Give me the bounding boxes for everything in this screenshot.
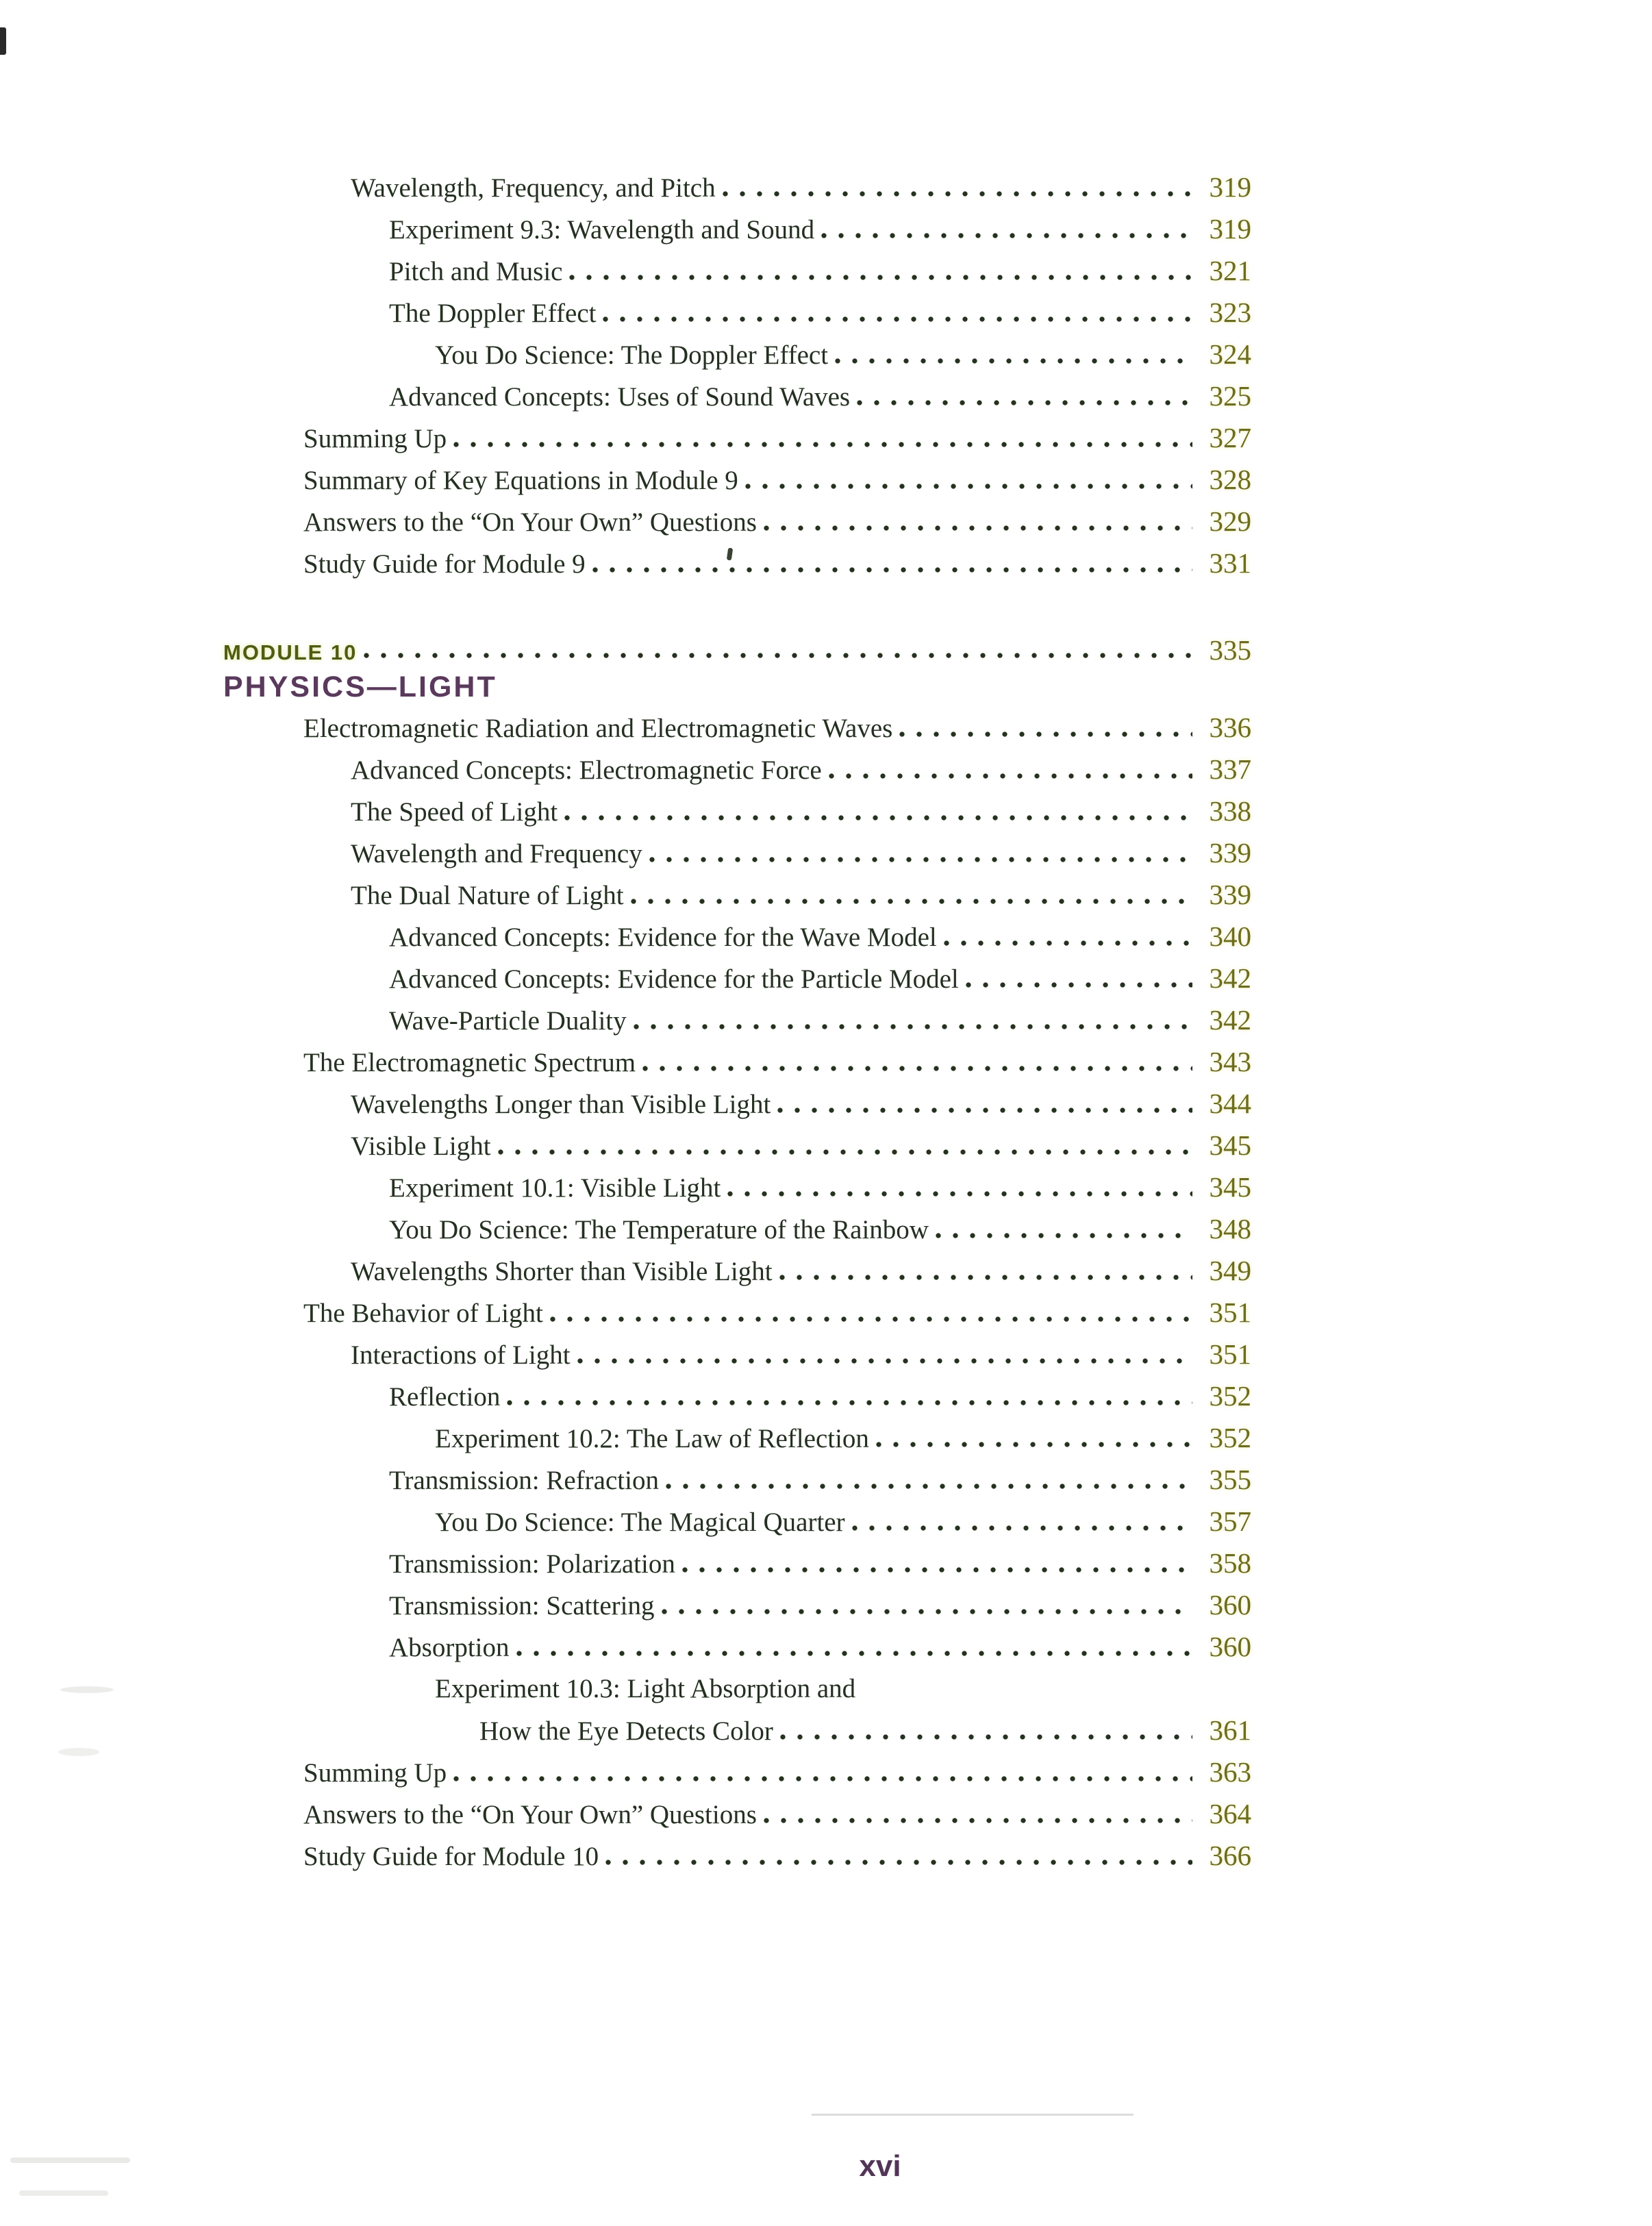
- dot-leader: [634, 1024, 1192, 1029]
- toc-entry: [223, 790, 1251, 832]
- toc-entry-page-number: 351: [1209, 1338, 1251, 1370]
- dot-leader: [577, 1358, 1192, 1364]
- dot-leader: [364, 653, 1192, 658]
- dot-leader: [605, 1860, 1192, 1865]
- dot-leader: [944, 940, 1192, 946]
- toc-entry-label: Transmission: Polarization: [389, 1549, 675, 1579]
- scan-artifact-line: [812, 2114, 1134, 2116]
- module10-subheading: PHYSICS—LIGHT: [223, 671, 497, 703]
- toc-entry: [223, 1166, 1251, 1208]
- dot-leader: [779, 1275, 1192, 1280]
- toc-entry-page-number: 358: [1209, 1547, 1251, 1579]
- toc-entry-page-number: 342: [1209, 962, 1251, 994]
- toc-entry-label: Wave-Particle Duality: [389, 1006, 627, 1036]
- toc-entry-label: Wavelength and Frequency: [351, 839, 642, 868]
- toc-entry: [223, 459, 1251, 501]
- toc-entry-label: The Speed of Light: [351, 797, 558, 827]
- toc-entry-label: Experiment 9.3: Wavelength and Sound: [389, 215, 815, 245]
- scan-artifact-smudge: [10, 2158, 130, 2163]
- toc-entry-page-number: 351: [1209, 1297, 1251, 1328]
- toc-entry-page-number: 331: [1209, 547, 1251, 579]
- toc-entry: [223, 874, 1251, 916]
- toc-entry-page-number: 355: [1209, 1464, 1251, 1495]
- toc-entry: [223, 208, 1251, 250]
- toc-entry: [223, 1417, 1251, 1459]
- dot-leader: [857, 400, 1192, 405]
- toc-entry: [223, 1334, 1251, 1375]
- dot-leader: [764, 525, 1192, 531]
- toc-entry-page-number: 345: [1209, 1171, 1251, 1203]
- dot-leader: [564, 815, 1192, 821]
- module10-heading-page-number: 335: [1209, 634, 1251, 666]
- toc-entry-page-number: 328: [1209, 464, 1251, 495]
- dot-leader: [603, 316, 1192, 322]
- toc-entry-label: Advanced Concepts: Evidence for the Particle Model: [389, 964, 959, 994]
- toc-entry-page-number: 360: [1209, 1631, 1251, 1662]
- toc-entry: [223, 1751, 1251, 1793]
- toc-entry-page-number: 324: [1209, 338, 1251, 370]
- toc-entry: [223, 375, 1251, 417]
- toc-entry-label: The Behavior of Light: [303, 1299, 543, 1328]
- toc-entry-label: Reflection: [389, 1382, 501, 1412]
- toc-entry: [223, 1835, 1251, 1877]
- dot-leader: [829, 773, 1192, 779]
- module10-heading: MODULE 10: [223, 640, 358, 664]
- toc-entry: [223, 1501, 1251, 1542]
- module9-entries: [223, 166, 1251, 584]
- dot-leader: [876, 1442, 1192, 1447]
- toc-entry-page-number: 366: [1209, 1840, 1251, 1871]
- toc-entry-page-number: 352: [1209, 1422, 1251, 1453]
- toc-entry-label: Transmission: Scattering: [389, 1591, 655, 1621]
- toc-entry: [223, 417, 1251, 459]
- toc-entry-page-number: 337: [1209, 753, 1251, 785]
- dot-leader: [764, 1818, 1192, 1823]
- dot-leader: [936, 1233, 1192, 1238]
- toc-entry: [223, 1375, 1251, 1417]
- toc-entry-page-number: 321: [1209, 255, 1251, 286]
- page-number-footer: xvi: [859, 2149, 901, 2183]
- dot-leader: [780, 1734, 1192, 1740]
- toc-entry-page-number: 319: [1209, 213, 1251, 245]
- toc-entry-label: Study Guide for Module 9: [303, 549, 586, 579]
- toc-entry-label: The Doppler Effect: [389, 299, 597, 328]
- dot-leader: [666, 1484, 1192, 1489]
- toc-entry-page-number: 363: [1209, 1756, 1251, 1788]
- toc-entry-page-number: 352: [1209, 1380, 1251, 1412]
- toc-entry-label: Wavelength, Frequency, and Pitch: [351, 173, 716, 203]
- dot-leader: [852, 1525, 1192, 1531]
- toc-entry-label: Summary of Key Equations in Module 9: [303, 466, 738, 495]
- toc-entry: [223, 1584, 1251, 1626]
- dot-leader: [642, 1066, 1192, 1071]
- toc-entry-page-number: 323: [1209, 297, 1251, 328]
- toc-entry: [223, 1542, 1251, 1584]
- table-of-contents: [223, 166, 1251, 1877]
- toc-entry-label: Advanced Concepts: Uses of Sound Waves: [389, 382, 851, 412]
- dot-leader: [682, 1567, 1192, 1573]
- toc-entry: [223, 832, 1251, 874]
- toc-entry-page-number: 345: [1209, 1129, 1251, 1161]
- toc-entry-page-number: 329: [1209, 505, 1251, 537]
- toc-entry-page-number: 349: [1209, 1255, 1251, 1286]
- dot-leader: [507, 1400, 1192, 1405]
- toc-entry-page-number: 357: [1209, 1505, 1251, 1537]
- dot-leader: [649, 857, 1192, 862]
- toc-entry: [223, 166, 1251, 208]
- toc-entry: [223, 707, 1251, 749]
- toc-entry: [223, 999, 1251, 1041]
- toc-entry-label: Answers to the “On Your Own” Questions: [303, 508, 757, 537]
- toc-entry-label: How the Eye Detects Color: [479, 1716, 773, 1746]
- toc-entry-label: Summing Up: [303, 424, 447, 453]
- dot-leader: [727, 1191, 1192, 1197]
- toc-entry-label: Transmission: Refraction: [389, 1466, 659, 1495]
- dot-leader: [835, 358, 1192, 364]
- toc-entry-label: Experiment 10.1: Visible Light: [389, 1173, 721, 1203]
- toc-entry-label: Advanced Concepts: Electromagnetic Force: [351, 755, 822, 785]
- toc-entry: [223, 1668, 1251, 1710]
- dot-leader: [631, 899, 1192, 904]
- toc-entry-label: You Do Science: The Doppler Effect: [435, 340, 829, 370]
- toc-entry-page-number: 342: [1209, 1004, 1251, 1036]
- dot-leader: [550, 1316, 1192, 1322]
- toc-entry-page-number: 340: [1209, 921, 1251, 952]
- toc-entry: [223, 542, 1251, 584]
- toc-entry-page-number: 364: [1209, 1798, 1251, 1829]
- toc-entry: [223, 749, 1251, 790]
- toc-entry-label: The Dual Nature of Light: [351, 881, 624, 910]
- dot-leader: [821, 233, 1192, 238]
- toc-entry: [223, 1083, 1251, 1125]
- toc-entry: [223, 958, 1251, 999]
- dot-leader: [723, 191, 1192, 197]
- dot-leader: [745, 484, 1192, 489]
- toc-entry: [223, 916, 1251, 958]
- toc-entry-label: Experiment 10.3: Light Absorption and: [435, 1674, 856, 1703]
- toc-entry-page-number: 339: [1209, 837, 1251, 868]
- toc-entry-label: Answers to the “On Your Own” Questions: [303, 1800, 757, 1829]
- toc-entry-label: Experiment 10.2: The Law of Reflection: [435, 1424, 869, 1453]
- toc-entry-label: Interactions of Light: [351, 1340, 571, 1370]
- toc-entry-label: Study Guide for Module 10: [303, 1842, 599, 1871]
- dot-leader: [592, 567, 1192, 573]
- toc-entry: [223, 501, 1251, 542]
- toc-entry: [223, 1793, 1251, 1835]
- scan-artifact-smudge: [60, 1686, 114, 1693]
- toc-entry-label: Pitch and Music: [389, 257, 563, 286]
- toc-entry-page-number: 327: [1209, 422, 1251, 453]
- toc-entry-page-number: 339: [1209, 879, 1251, 910]
- toc-entry-label: You Do Science: The Magical Quarter: [435, 1508, 845, 1537]
- toc-entry-label: Summing Up: [303, 1758, 447, 1788]
- toc-entry: [223, 1041, 1251, 1083]
- toc-entry-page-number: 325: [1209, 380, 1251, 412]
- toc-entry: [223, 1208, 1251, 1250]
- toc-entry: [223, 1250, 1251, 1292]
- toc-entry-page-number: 348: [1209, 1213, 1251, 1245]
- dot-leader: [777, 1108, 1192, 1113]
- dot-leader: [662, 1609, 1193, 1614]
- toc-entry-label: Wavelengths Shorter than Visible Light: [351, 1257, 773, 1286]
- toc-entry-label: Electromagnetic Radiation and Electromagnetic Waves: [303, 714, 893, 743]
- toc-entry-page-number: 361: [1209, 1714, 1251, 1746]
- toc-entry-page-number: 343: [1209, 1046, 1251, 1077]
- dot-leader: [569, 275, 1192, 280]
- dot-leader: [453, 1776, 1192, 1781]
- toc-entry: [223, 1125, 1251, 1166]
- dot-leader: [899, 731, 1192, 737]
- toc-entry-page-number: 338: [1209, 795, 1251, 827]
- toc-entry: [223, 334, 1251, 375]
- toc-entry: [223, 1459, 1251, 1501]
- toc-entry: [223, 292, 1251, 334]
- toc-entry: [223, 1626, 1251, 1668]
- toc-entry-label: Absorption: [389, 1633, 510, 1662]
- scan-artifact-smudge: [19, 2190, 108, 2196]
- module10-entries: [223, 707, 1251, 1877]
- dot-leader: [516, 1651, 1193, 1656]
- scan-artifact-left-edge: [0, 27, 6, 55]
- toc-entry-page-number: 360: [1209, 1589, 1251, 1621]
- toc-entry: [223, 1710, 1251, 1751]
- toc-entry-page-number: 344: [1209, 1088, 1251, 1119]
- toc-entry: [223, 1292, 1251, 1334]
- dot-leader: [453, 442, 1192, 447]
- toc-entry-label: The Electromagnetic Spectrum: [303, 1048, 636, 1077]
- dot-leader: [966, 982, 1192, 988]
- toc-entry-label: Advanced Concepts: Evidence for the Wave Model: [389, 923, 937, 952]
- toc-entry-page-number: 319: [1209, 171, 1251, 203]
- toc-entry: [223, 250, 1251, 292]
- toc-entry-label: Visible Light: [351, 1131, 491, 1161]
- dot-leader: [498, 1149, 1192, 1155]
- scan-artifact-smudge: [58, 1748, 99, 1756]
- toc-entry-label: Wavelengths Longer than Visible Light: [351, 1090, 771, 1119]
- toc-entry-page-number: 336: [1209, 712, 1251, 743]
- toc-entry-label: You Do Science: The Temperature of the Rainbow: [389, 1215, 929, 1245]
- module10-heading-row: [223, 633, 1251, 667]
